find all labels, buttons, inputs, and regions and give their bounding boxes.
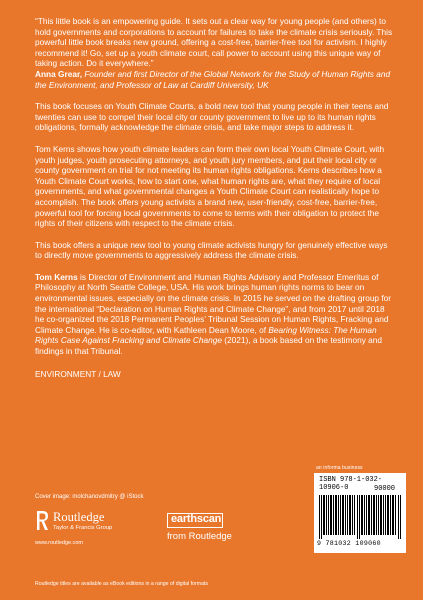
routledge-r-icon xyxy=(35,510,50,532)
author-bio-text-1: is Director of Environment and Human Rights Advisory and Professor Emeritus of Philosophy at North Seattle College, USA. His work brings human rights norms to bear on environmental issues, especially on the climate crisis. In 2015 he served on the drafting group for the international “Declaration on Human Rights and Climate Change”, and from 2017 until 2018 he co-organized the 2018 Permanent Peoples’ Tribunal Session on Human Rights, Fracking and Climate Change. He is co-editor, with Kathleen Dean Moore, of xyxy=(35,271,392,335)
barcode-panel xyxy=(314,473,406,553)
endorsement-quote: “This little book is an empowering guide. It sets out a clear way for young people (and others) to hold governments and corporations to account for failures to take the climate crisis seriously. This powerful little book breaks new ground, offering a cost-free, barrier-free tool for activism. I highly recommend it! Go, set up a youth climate court, call power to account using this unique way of taking action. Do it everywhere.” xyxy=(35,16,393,69)
earthscan-from-routledge: from Routledge xyxy=(167,531,232,542)
subject-category: ENVIRONMENT / LAW xyxy=(35,368,121,379)
author-name: Tom Kerns xyxy=(35,271,78,282)
barcode-bars xyxy=(319,495,401,539)
earthscan-logo xyxy=(167,513,255,549)
barcode-number: 9 781032 109060 xyxy=(317,540,381,547)
endorsement-attribution xyxy=(35,69,395,90)
earthscan-wordmark-box xyxy=(167,513,223,528)
endorser-role: Founder and first Director of the Global Network for the Study of Human Rights and the Environment, and Professor of Law at Cardiff University, UK xyxy=(35,68,391,90)
price-code: 90000 xyxy=(374,485,396,493)
author-bio-text-2: (2021), a book based on the testimony and findings in that Tribunal. xyxy=(35,335,382,357)
ebook-note: Routledge titles are available as eBook editions in a range of digital formats xyxy=(35,581,209,587)
endorser-name: Anna Grear, xyxy=(35,68,83,79)
description-paragraph: This book offers a unique new tool to young climate activists hungry for genuinely effective ways to directly move governments to aggressively address the climate crisis. xyxy=(35,239,388,261)
author-bio xyxy=(35,272,395,357)
routledge-logo xyxy=(35,508,145,548)
routledge-group: Taylor & Francis Group xyxy=(53,525,113,531)
description-paragraph: This book focuses on Youth Climate Courts, a bold new tool that young people in their teens and twenties can use to compel their local city or county government to live up to its human rights obligations, formally acknowledge the climate crisis, and take major steps to address it. xyxy=(35,101,389,133)
informa-tagline: an informa business xyxy=(316,465,363,471)
co-edited-book-title: Bearing Witness: The Human Rights Case Against Fracking and Climate Change xyxy=(35,324,377,346)
publisher-website: www.routledge.com xyxy=(35,540,83,546)
cover-image-credit: Cover image: molchanovdmitry @ iStock xyxy=(35,494,144,500)
earthscan-name: earthscan xyxy=(171,513,222,525)
back-cover-text xyxy=(35,16,395,379)
routledge-name: Routledge xyxy=(53,510,105,524)
description-paragraph: Tom Kerns shows how youth climate leaders can form their own local Youth Climate Court, with youth judges, youth prosecuting attorneys, and youth jury members, and put their local city or county government on trial for not meeting its human rights obligations. Kerns describes how a Youth Climate Court works, how to start one, what human rights are, what they require of local governments, and what governmental changes a Youth Climate Court can realistically hope to accomplish. The book offers young activists a brand new, user-friendly, cost-free, barrier-free, powerful tool for forcing local governments to come to terms with their obligation to protect the rights of their citizens with respect to the climate crisis. xyxy=(35,143,385,229)
isbn-text: ISBN 978-1-032-10906-0 xyxy=(319,476,383,492)
